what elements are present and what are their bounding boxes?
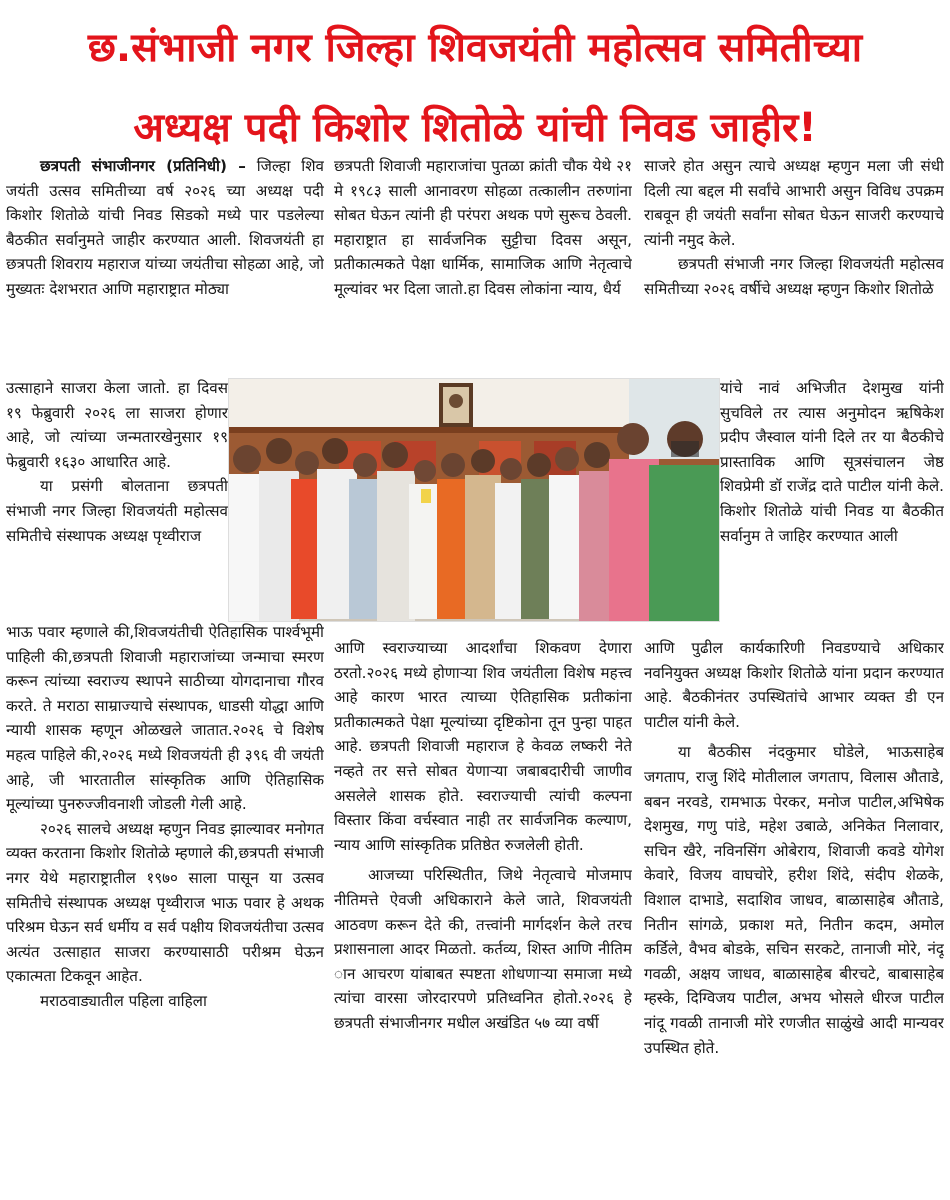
col2-bottom-paragraph-2: आजच्या परिस्थितीत, जिथे नेतृत्वाचे मोजमाप नीतिमत्ते ऐवजी अधिकाराने केले जाते, शिवजयंती आठवण करून देते की, तत्त्वांनी मार्गदर्शन केले तरच प्रशासनाला आदर मिळतो. कर्तव्य, शिस्त आणि नीतिम ान आचरण यांबाबत स्पष्टता शोधणाऱ्या समाजा मध्ये त्यांचा वारसा जोरदारपणे प्रतिध्वनित होतो.२०२६ हे छत्रपती संभाजीनगर मधील अखंडित ५७ व्या वर्षी: [334, 866, 632, 1032]
col1-narrow-paragraph-1: उत्साहाने साजरा केला जातो. हा दिवस १९ फेब्रुवारी २०२६ ला साजरा होणार आहे, जो त्यांच्या जन्मतारखेनुसार १९ फेब्रुवारी १६३० आधारित आहे.: [6, 379, 228, 471]
column-3-bottom: [644, 636, 944, 1200]
headline-line-2: अध्यक्ष पदी किशोर शितोळे यांची निवड जाहीर!: [133, 105, 817, 151]
col3-bottom-paragraph-2: या बैठकीस नंदकुमार घोडेले, भाऊसाहेब जगताप, राजु शिंदे मोतीलाल जगताप, विलास औताडे, बबन नरवडे, रामभाऊ पेरकर, मनोज पाटील,अभिषेक देशमुख, गणु पांडे, महेश उबाळे, अनिकेत निलावार, सचिन खैरे, नविनसिंग ओबेराय, शिवाजी कवडे योगेश केवारे, विजय वाघचोरे, हरीश शिंदे, संदीप शेळके, विशाल दाभाडे, सदाशिव जाधव, बाळासाहेब औताडे, नितीन सांगळे, प्रकाश मते, नितीन कदम, अमोल कर्डिले, वैभव बोडके, सचिन सरकटे, तानाजी मोरे, नंदू गवळी, अक्षय जाधव, बाळासाहेब बीरचटे, बाबासाहेब म्हस्के, दिग्विजय पाटील, अभय भोसले धीरज पाटील नांदू गवळी तानाजी मोरे रणजीत साळुंखे आदी मान्यवर उपस्थित होते.: [644, 743, 944, 1057]
column-3-top: [644, 154, 944, 376]
col3-narrow-text: यांचे नावं अभिजीत देशमुख यांनी सुचविले तर त्यास अनुमोदन ऋषिकेश प्रदीप जैस्वाल यांनी दिले तर या बैठकीचे प्रास्ताविक आणि सूत्रसंचालन जेष्ठ शिवप्रेमी डॉ राजेंद्र दाते पाटील यांनी केले. किशोर शितोळे यांची निवड या बैठकीत सर्वानुम ते जाहिर करण्यात आली: [720, 379, 944, 545]
column-2-top: [334, 154, 632, 376]
col2-top-text: छत्रपती शिवाजी महाराजांचा पुतळा क्रांती चौक येथे २१ मे १९८३ साली आनावरण सोहळा तत्कालीन तरुणांना सोबत घेऊन त्यांनी ही परंपरा अथक पणे सुरूच ठेवली. महाराष्ट्रात हा सार्वजनिक सुट्टीचा दिवस असून, प्रतीकात्मकते पेक्षा धार्मिक, सामाजिक आणि नेतृत्वाचे मूल्यांवर भर दिला जातो.हा दिवस लोकांना न्याय, धैर्य: [334, 157, 632, 298]
col3-top-paragraph-2: छत्रपती संभाजी नगर जिल्हा शिवजयंती महोत्सव समितीच्या २०२६ वर्षीचे अध्यक्ष म्हणुन किशोर शितोळे: [644, 255, 944, 298]
column-2-bottom: [334, 636, 632, 1200]
group-photo: [228, 378, 720, 622]
col1-narrow-paragraph-2: या प्रसंगी बोलताना छत्रपती संभाजी नगर जिल्हा शिवजयंती महोत्सव समितीचे संस्थापक अध्यक्ष पृथ्वीराज: [6, 477, 228, 545]
column-3-narrow: [720, 376, 944, 620]
column-1-narrow: [6, 376, 228, 620]
col2-bottom-paragraph-1: आणि स्वराज्याच्या आदर्शांचा शिकवण देणारा ठरतो.२०२६ मध्ये होणाऱ्या शिव जयंतीला विशेष महत्त्व आहे कारण भारत त्याच्या ऐतिहासिक प्रतीकांना प्रतीकात्मकते पेक्षा मूल्यांच्या दृष्टिकोना तून पुन्हा पाहत आहे. छत्रपती शिवाजी महाराज हे केवळ लष्करी नेते नव्हते तर सत्ते सोबत येणाऱ्या जबाबदारीची जाणीव असलेले शासक होते. स्वराज्याची त्यांची कल्पना विस्तार किंवा वर्चस्वात नाही तर सार्वजनिक कल्याण, न्याय आणि सांस्कृतिक प्रतिष्ठेत रुजलेली होती.: [334, 639, 632, 854]
col3-top-paragraph-1: साजरे होत असुन त्याचे अध्यक्ष म्हणुन मला जी संधी दिली त्या बद्दल मी सर्वांचे आभारी असुन विविध उपक्रम राबवून ही जयंती सर्वांना सोबत घेऊन साजरी करण्याचे त्यांनी नमुद केले.: [644, 157, 944, 249]
dateline: छत्रपती संभाजीनगर (प्रतिनिधी) –: [40, 157, 246, 175]
col1-bottom-paragraph-3: मराठवाड्यातील पहिला वाहिला: [40, 991, 207, 1010]
column-1-top: [6, 154, 324, 376]
column-1-bottom: [6, 620, 324, 1200]
col1-bottom-paragraph-2: २०२६ सालचे अध्यक्ष म्हणुन निवड झाल्यावर मनोगत व्यक्त करताना किशोर शितोळे म्हणाले की,छत्रपती संभाजी नगर येथे महाराष्ट्रातील १९७० साला पासून या उत्सव समितीचे संस्थापक अध्यक्ष पृथ्वीराज भाऊ पवार हे अथक परिश्रम घेऊन सर्व धर्मीय व सर्व पक्षीय शिवजयंतीचा उत्सव अत्यंत उत्साहात साजरा करण्यासाठी परीश्रम घेऊन एकात्मता टिकवून आहेत.: [6, 819, 324, 986]
headline-line-1: छ.संभाजी नगर जिल्हा शिवजयंती महोत्सव समितीच्या: [87, 25, 863, 71]
group-photo-illustration: [229, 379, 720, 622]
col1-top-text: जिल्हा शिव जयंती उत्सव समितीच्या वर्ष २०२६ च्या अध्यक्ष पदी किशोर शितोळे यांची निवड सिडको मध्ये पार पडलेल्या बैठकीत सर्वानुमते जाहीर करण्यात आली. शिवजयंती हा छत्रपती शिवराय महाराज यांच्या जयंतीचा सोहळा आहे, जो मुख्यतः देशभरात आणि महाराष्ट्रात मोठ्या: [6, 157, 324, 298]
col1-bottom-paragraph-1: भाऊ पवार म्हणाले की,शिवजयंतीची ऐतिहासिक पार्श्वभूमी पाहिली की,छत्रपती शिवाजी महाराजांच्या जन्माचा स्मरण करून त्यांच्या स्वराज्य स्थापने साठीच्या योगदानाचा गौरव करते. ते मराठा साम्राज्याचे संस्थापक, धाडसी योद्धा आणि न्यायी शासक म्हणून ओळखले जातात.२०२६ चे विशेष महत्व पाहिले की,२०२६ मध्ये शिवजयंती ही ३९६ वी जयंती आहे, जी भारतातील सांस्कृतिक आणि ऐतिहासिक मूल्यांच्या पुनरुज्जीवनाशी जोडली गेली आहे.: [6, 623, 324, 814]
col3-bottom-paragraph-1: आणि पुढील कार्यकारिणी निवडण्याचे अधिकार नवनियुक्त अध्यक्ष किशोर शितोळे यांना प्रदान करण्यात आहे. बैठकीनंतर उपस्थितांचे आभार व्यक्त डी एन पाटील यांनी केले.: [644, 639, 944, 731]
